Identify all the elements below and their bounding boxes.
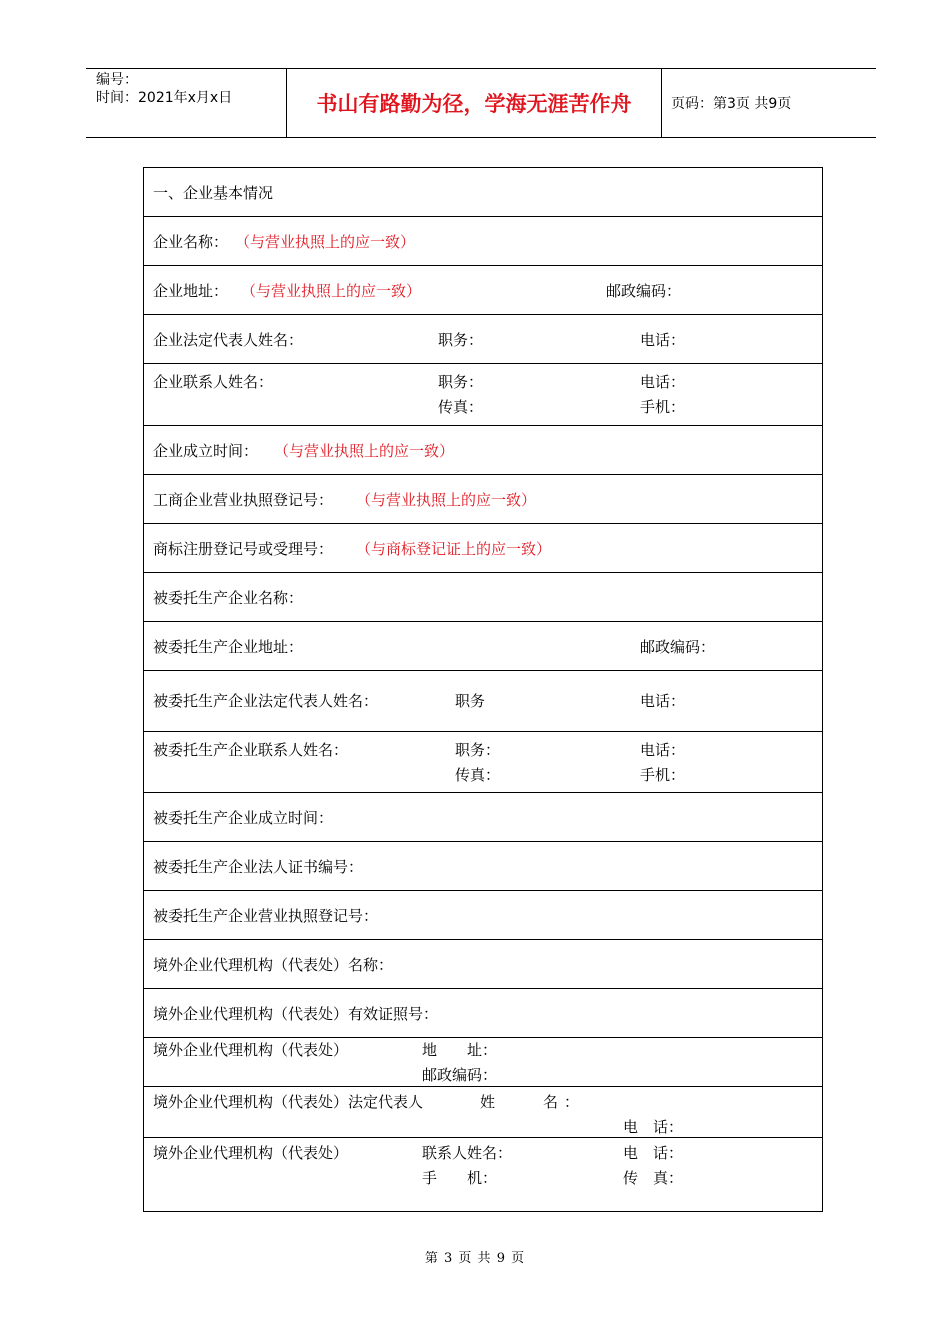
entrusted-license-label: 被委托生产企业营业执照登记号：: [153, 907, 379, 925]
form-row: [144, 475, 822, 524]
postcode-label: 邮政编码：: [422, 1066, 498, 1084]
fax-label: 传真：: [438, 398, 484, 416]
form-row: [144, 1138, 822, 1212]
phone-label: 电 话：: [623, 1144, 684, 1162]
entrusted-cert-label: 被委托生产企业法人证书编号：: [153, 858, 364, 876]
agency-address-label: 境外企业代理机构（代表处）: [153, 1041, 349, 1059]
position-label: 职务：: [455, 741, 501, 759]
fax-label: 传 真：: [623, 1169, 684, 1187]
form-row: [144, 168, 822, 217]
form-row: [144, 732, 822, 793]
entrusted-founded-label: 被委托生产企业成立时间：: [153, 809, 334, 827]
phone-label: 电话：: [640, 331, 686, 349]
form-row: [144, 989, 822, 1038]
header-page-label: 页码：第3页 共9页: [671, 96, 792, 112]
header-meta: [96, 71, 232, 107]
form-row: [144, 793, 822, 842]
phone-label: 电 话：: [623, 1118, 684, 1136]
position-label: 职务：: [438, 373, 484, 391]
company-address-hint: （与营业执照上的应一致）: [241, 282, 422, 300]
enterprise-form: [143, 167, 823, 1212]
phone-label: 电话：: [640, 741, 686, 759]
name-label: 姓 名：: [480, 1093, 586, 1111]
business-license-hint: （与营业执照上的应一致）: [356, 491, 537, 509]
position-label: 职务: [455, 692, 486, 710]
form-row: [144, 266, 822, 315]
entrusted-name-label: 被委托生产企业名称：: [153, 589, 304, 607]
form-row: [144, 891, 822, 940]
time-label: 时间：2021年x月x日: [96, 90, 233, 106]
founded-label: 企业成立时间：: [153, 442, 259, 460]
entrusted-address-label: 被委托生产企业地址：: [153, 638, 304, 656]
postcode-label: 邮政编码：: [606, 282, 682, 300]
company-address-label: 企业地址：: [153, 282, 229, 300]
agency-legal-rep-label: 境外企业代理机构（代表处）法定代表人: [153, 1093, 424, 1111]
header-divider: [661, 69, 662, 137]
address-label: 地 址：: [422, 1041, 498, 1059]
phone-label: 电话：: [640, 692, 686, 710]
business-license-label: 工商企业营业执照登记号：: [153, 491, 334, 509]
legal-rep-label: 企业法定代表人姓名：: [153, 331, 304, 349]
form-row: [144, 426, 822, 475]
fax-label: 传真：: [455, 766, 501, 784]
number-label: 编号：: [96, 72, 138, 88]
section-title: 一、企业基本情况: [153, 184, 274, 202]
trademark-hint: （与商标登记证上的应一致）: [356, 540, 552, 558]
form-row: [144, 573, 822, 622]
postcode-label: 邮政编码：: [640, 638, 716, 656]
form-row: [144, 842, 822, 891]
entrusted-legal-rep-label: 被委托生产企业法定代表人姓名：: [153, 692, 379, 710]
form-row: [144, 364, 822, 426]
company-name-label: 企业名称：: [153, 233, 229, 251]
founded-hint: （与营业执照上的应一致）: [274, 442, 455, 460]
trademark-label: 商标注册登记号或受理号：: [153, 540, 334, 558]
agency-cert-label: 境外企业代理机构（代表处）有效证照号：: [153, 1005, 439, 1023]
form-row: [144, 315, 822, 364]
entrusted-contact-label: 被委托生产企业联系人姓名：: [153, 741, 349, 759]
mobile-label: 手 机：: [422, 1169, 498, 1187]
mobile-label: 手机：: [640, 398, 686, 416]
form-row: [144, 671, 822, 732]
form-row: [144, 1038, 822, 1087]
company-name-hint: （与营业执照上的应一致）: [235, 233, 416, 251]
header-motto: 书山有路勤为径，学海无涯苦作舟: [316, 92, 632, 116]
form-row: [144, 940, 822, 989]
form-row: [144, 217, 822, 266]
position-label: 职务：: [438, 331, 484, 349]
page-footer: 第 3 页 共 9 页: [424, 1251, 526, 1266]
phone-label: 电话：: [640, 373, 686, 391]
agency-contact-label: 境外企业代理机构（代表处）: [153, 1144, 349, 1162]
agency-name-label: 境外企业代理机构（代表处）名称：: [153, 956, 394, 974]
contact-name-label: 联系人姓名：: [422, 1144, 513, 1162]
form-row: [144, 1087, 822, 1138]
contact-label: 企业联系人姓名：: [153, 373, 274, 391]
form-row: [144, 622, 822, 671]
form-row: [144, 524, 822, 573]
page-header: [86, 68, 876, 138]
mobile-label: 手机：: [640, 766, 686, 784]
